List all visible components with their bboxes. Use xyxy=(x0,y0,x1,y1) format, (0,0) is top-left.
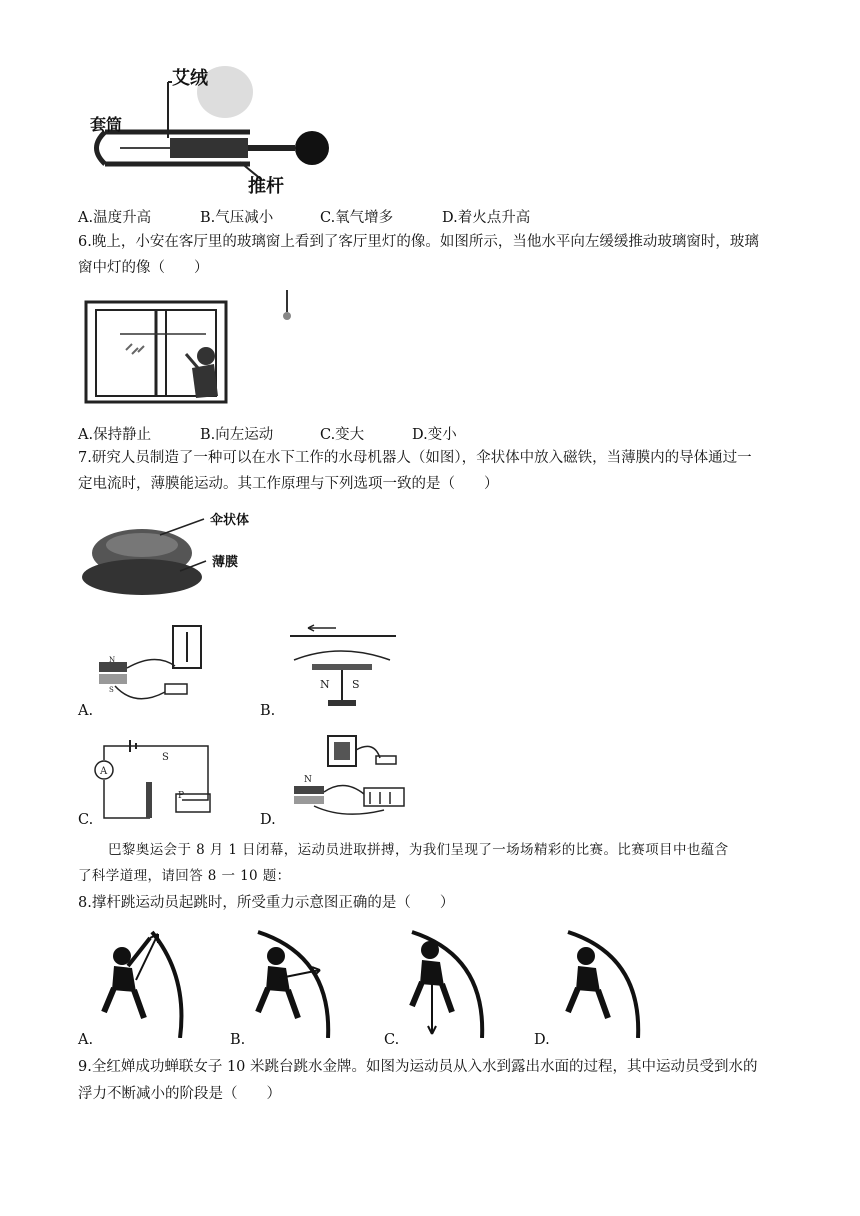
svg-text:N: N xyxy=(109,656,116,664)
sleeve-label: 套筒 xyxy=(90,115,123,134)
q8-option-d-figure xyxy=(556,926,656,1038)
q8-option-a: A. xyxy=(78,1032,94,1048)
q6-stem-line2: 窗中灯的像（ ） xyxy=(78,260,209,276)
olympics-intro-line2: 了科学道理，请回答 8 一 10 题： xyxy=(78,868,291,884)
svg-text:N: N xyxy=(304,775,312,785)
umbrella-label: 伞状体 xyxy=(210,513,250,528)
q6-stem-line1: 6.晚上，小安在客厅里的玻璃窗上看到了客厅里灯的像。如图所示，当他水平向左缓缓推动玻璃窗时，玻璃 xyxy=(78,234,759,250)
olympics-intro-line1: 巴黎奥运会于 8 月 1 日闭幕，运动员进取拼搏，为我们呈现了一场场精彩的比赛。比赛项目中也蕴含 xyxy=(108,842,729,858)
q8-option-d: D. xyxy=(534,1032,550,1048)
q6-option-b: B.向左运动 xyxy=(200,427,274,443)
svg-text:A: A xyxy=(100,766,108,777)
q5-option-b: B.气压减小 xyxy=(200,210,274,226)
q7-option-d: D. xyxy=(260,812,276,828)
b-s-label: S xyxy=(352,678,360,691)
q6-option-a: A.保持静止 xyxy=(78,427,152,443)
moxa-label: 艾绒 xyxy=(172,68,208,89)
push-rod-label: 推杆 xyxy=(248,176,284,197)
q8-option-a-figure xyxy=(92,926,192,1038)
q7-option-c-figure xyxy=(90,738,220,826)
svg-text:P: P xyxy=(178,791,185,801)
window-lamp-figure xyxy=(80,290,300,415)
film-label: 薄膜 xyxy=(212,555,239,570)
b-n-label: N xyxy=(320,678,330,691)
fire-piston-figure xyxy=(80,62,340,202)
q8-option-b-figure xyxy=(246,926,346,1038)
jellyfish-robot-figure xyxy=(80,505,270,605)
q7-option-a: A. xyxy=(78,703,94,719)
q5-option-a: A.温度升高 xyxy=(78,210,152,226)
q7-option-d-figure xyxy=(284,730,414,822)
q8-option-c-figure xyxy=(400,926,500,1038)
q7-option-b-figure xyxy=(280,620,410,712)
q8-stem: 8.撑杆跳运动员起跳时，所受重力示意图正确的是（ ） xyxy=(78,895,455,911)
q8-option-b: B. xyxy=(230,1032,246,1048)
q5-option-c: C.氧气增多 xyxy=(320,210,394,226)
q7-option-c: C. xyxy=(78,812,94,828)
q9-stem-line1: 9.全红婵成功蝉联女子 10 米跳台跳水金牌。如图为运动员从入水到露出水面的过程，其中运动员受到水的 xyxy=(78,1059,758,1075)
q6-option-d: D.变小 xyxy=(412,427,457,443)
q7-stem-line1: 7.研究人员制造了一种可以在水下工作的水母机器人（如图），伞状体中放入磁铁，当薄膜内的导体通过一 xyxy=(78,450,752,466)
q9-stem-line2: 浮力不断减小的阶段是（ ） xyxy=(78,1086,281,1102)
svg-text:S: S xyxy=(109,686,114,694)
q8-option-c: C. xyxy=(384,1032,400,1048)
q7-stem-line2: 定电流时，薄膜能运动。其工作原理与下列选项一致的是（ ） xyxy=(78,476,499,492)
q7-option-b: B. xyxy=(260,703,276,719)
q7-option-a-figure xyxy=(95,622,215,712)
q5-option-d: D.着火点升高 xyxy=(442,210,531,226)
q6-option-c: C.变大 xyxy=(320,427,365,443)
svg-text:S: S xyxy=(162,752,169,763)
